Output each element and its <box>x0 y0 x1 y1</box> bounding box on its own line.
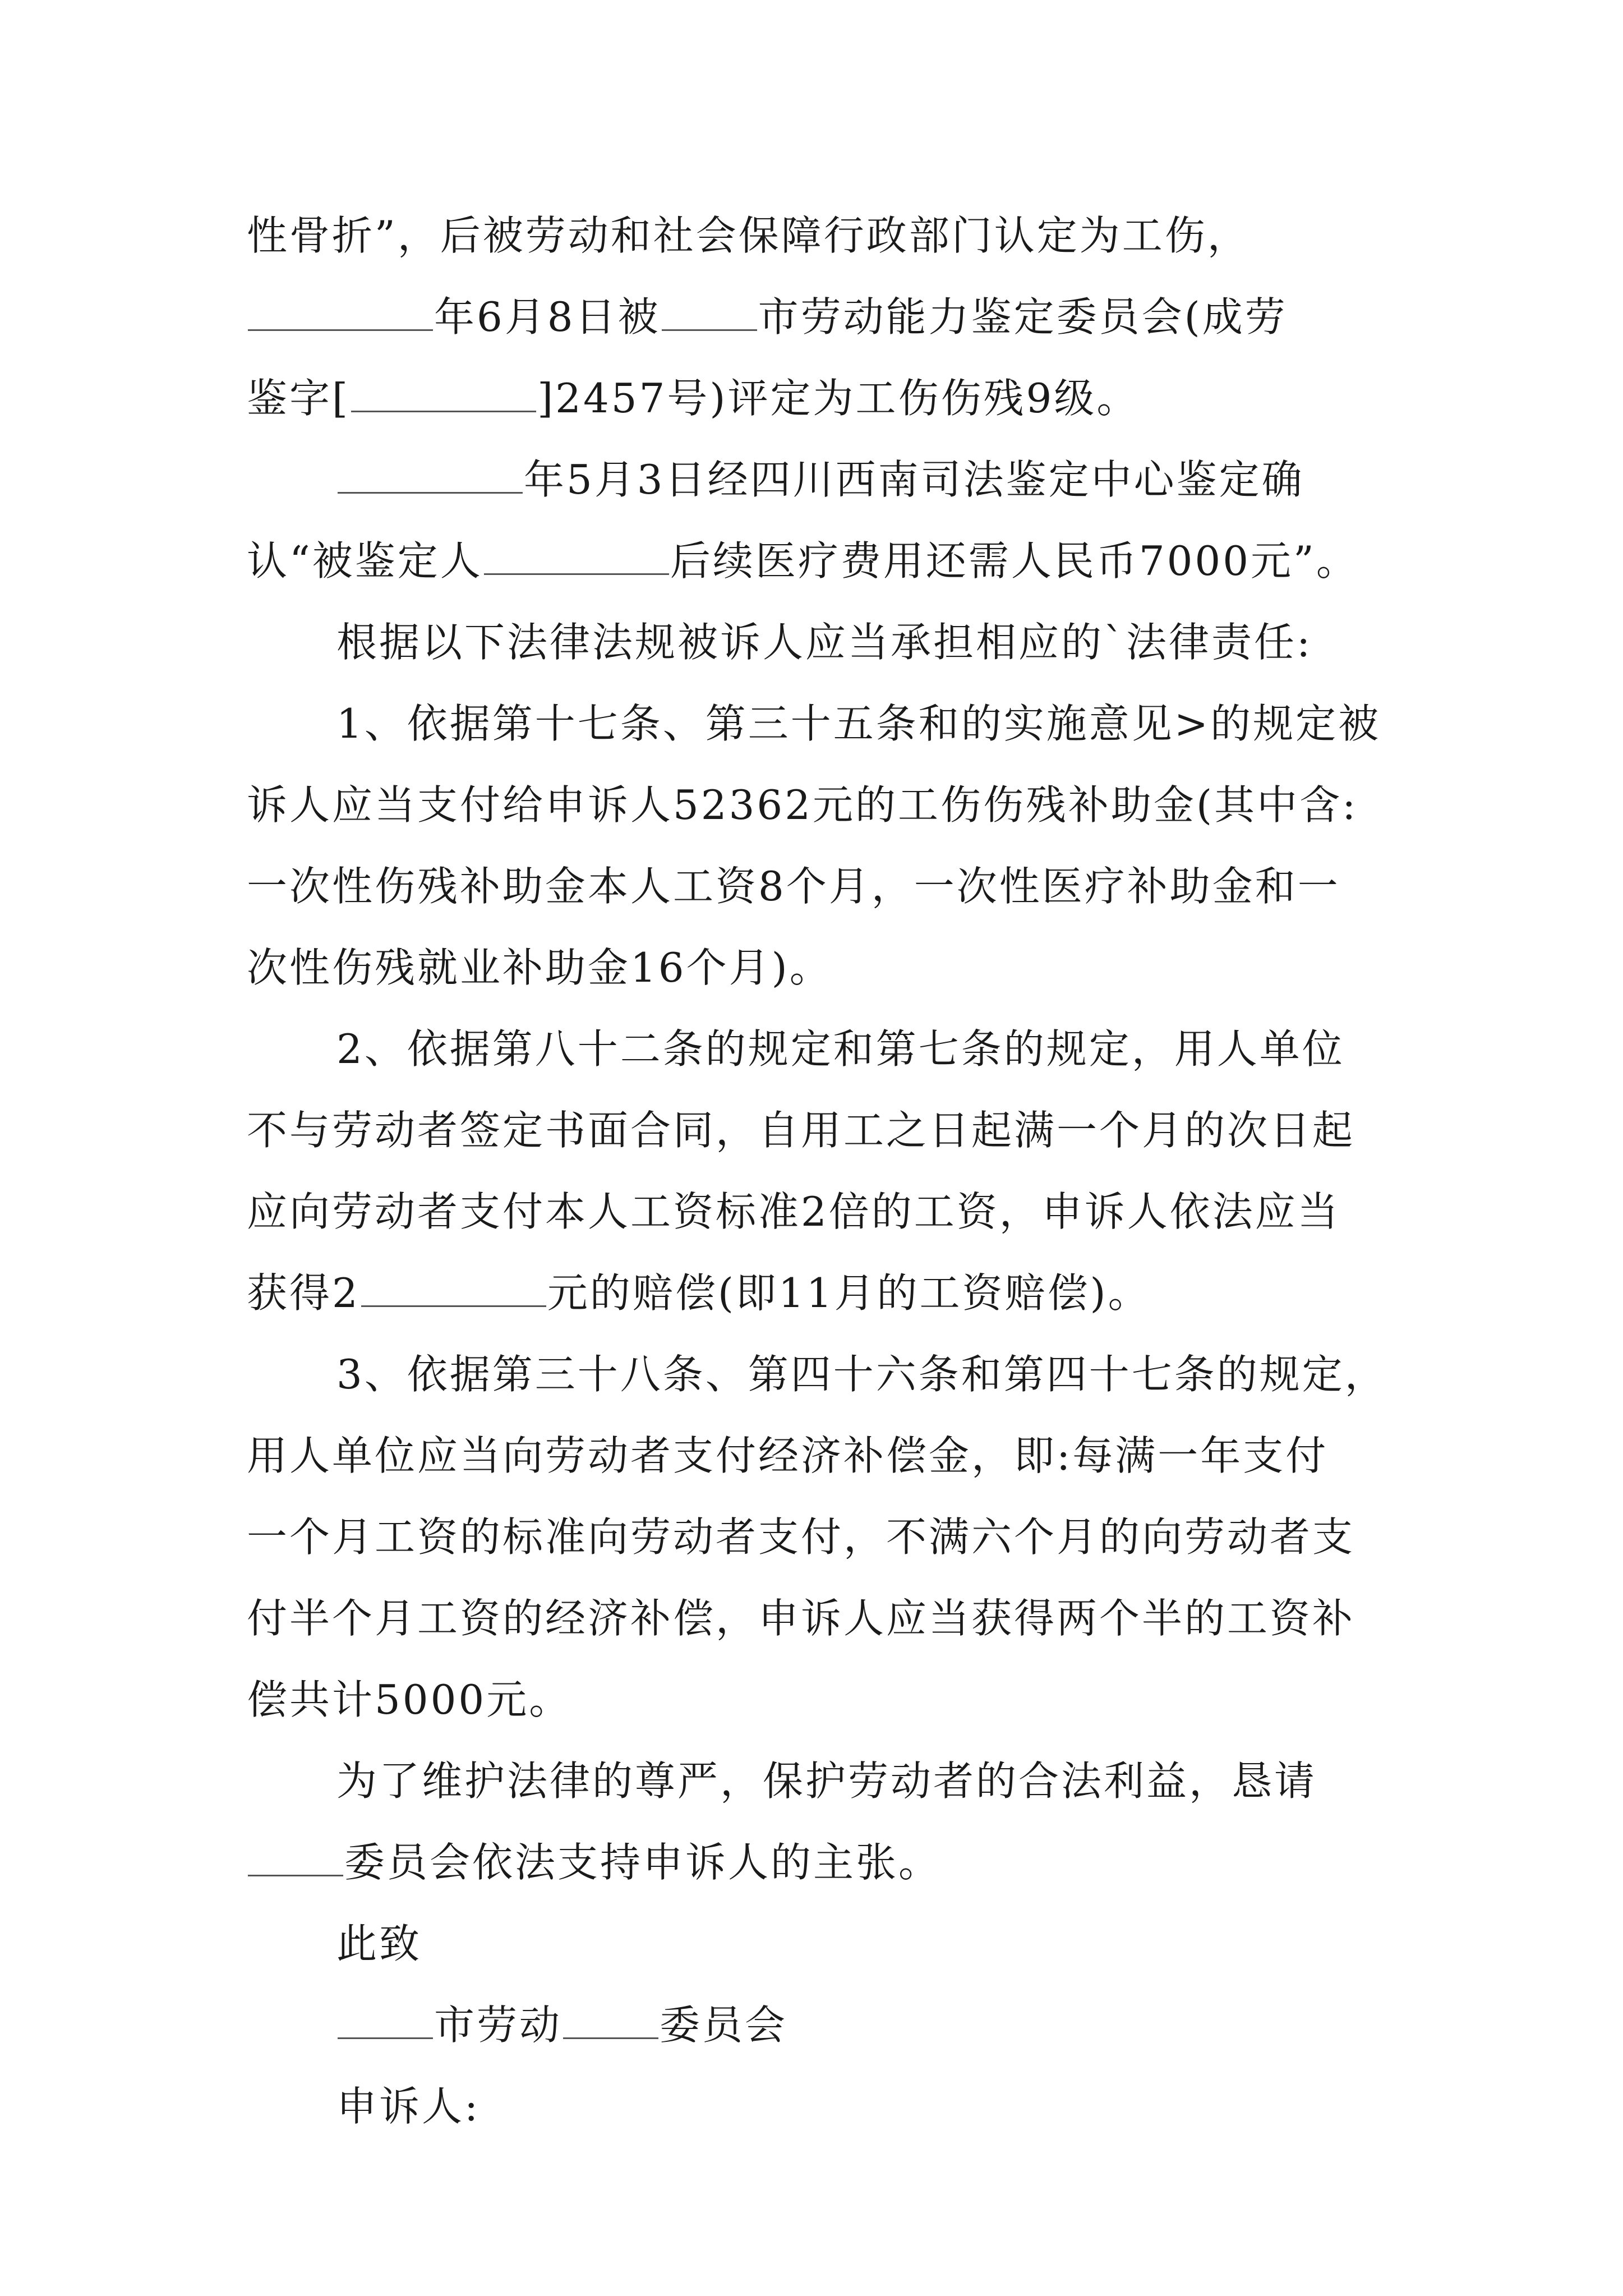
text-line: 委员会依法支持申诉人的主张。 <box>247 1822 1385 1903</box>
salutation: 此致 <box>336 1920 422 1967</box>
text-line: 认“被鉴定人 后续医疗费用还需人民币7000元”。 <box>247 537 1359 585</box>
text-line: 鉴字[ ]2457号)评定为工伤伤残9级。 <box>247 375 1140 422</box>
text-line: 年5月3日经四川西南司法鉴定中心鉴定确 <box>247 439 1385 521</box>
blank-field <box>484 544 669 575</box>
text-line: 获得2 元的赔偿(即11月的工资赔偿)。 <box>247 1269 1151 1317</box>
text-line: 为了维护法律的尊严，保护劳动者的合法利益，恳请 <box>336 1757 1317 1805</box>
text-line: 3、依据第三十八条、第四十六条和第四十七条的规定， <box>336 1351 1387 1398</box>
text-line: 偿共计5000元。 <box>247 1676 572 1723</box>
text-line: 应向劳动者支付本人工资标准2倍的工资，申诉人依法应当 <box>247 1188 1340 1235</box>
text-line: 1、依据第十七条、第三十五条和的实施意见>的规定被 <box>336 700 1381 747</box>
text-line: 2、依据第八十二条的规定和第七条的规定，用人单位 <box>336 1025 1345 1073</box>
text-line: 一次性伤残补助金本人工资8个月，一次性医疗补助金和一 <box>247 863 1340 910</box>
blank-field <box>563 2008 658 2039</box>
text-line: 一个月工资的标准向劳动者支付，不满六个月的向劳动者支 <box>247 1513 1355 1561</box>
blank-field <box>338 463 523 494</box>
text-line: 年6月8日被 市劳动能力鉴定委员会(成劳 <box>247 277 1385 358</box>
text-line: 不与劳动者签定书面合同，自用工之日起满一个月的次日起 <box>247 1107 1355 1154</box>
blank-field <box>338 2008 433 2039</box>
text-line: 根据以下法律法规被诉人应当承担相应的`法律责任: <box>336 619 1313 666</box>
text-line: 诉人应当支付给申诉人52362元的工伤伤残补助金(其中含: <box>247 781 1358 829</box>
text-line: 次性伤残就业补助金16个月)。 <box>247 944 832 991</box>
text-line: 性骨折”，后被劳动和社会保障行政部门认定为工伤， <box>247 212 1250 259</box>
recipient-line: 市劳动 委员会 <box>247 1985 1385 2066</box>
blank-field <box>361 1276 546 1307</box>
blank-field <box>662 300 757 331</box>
text-line: 付半个月工资的经济补偿，申诉人应当获得两个半的工资补 <box>247 1595 1355 1642</box>
blank-field <box>248 300 433 331</box>
blank-field <box>248 1846 343 1876</box>
document-body <box>247 195 1385 2147</box>
blank-field <box>351 381 536 412</box>
text-line: 用人单位应当向劳动者支付经济补偿金，即:每满一年支付 <box>247 1432 1329 1479</box>
signature-line: 申诉人: <box>336 2083 481 2130</box>
